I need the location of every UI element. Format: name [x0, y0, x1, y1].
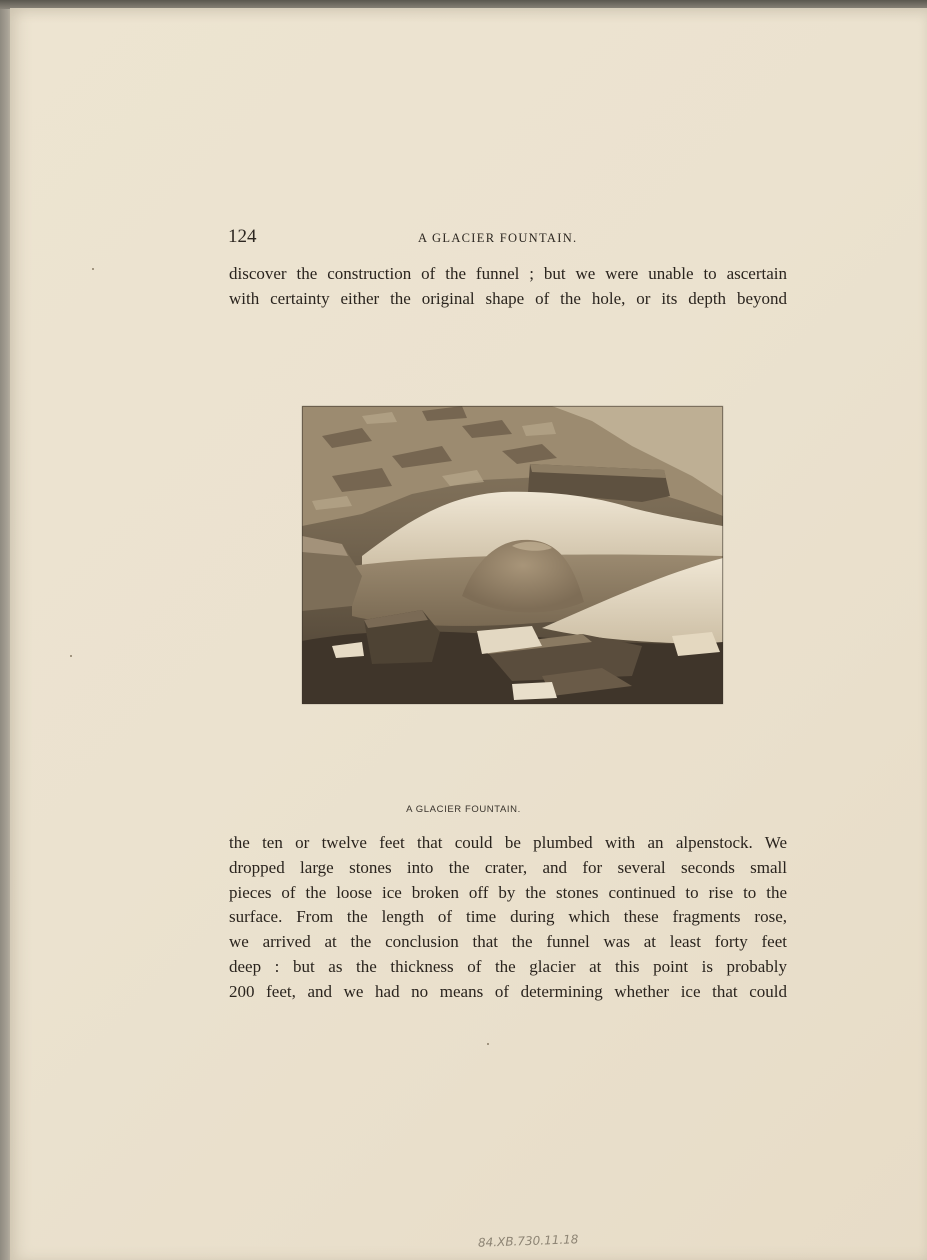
text-line: 200 feet, and we had no means of determining whether ice that could: [229, 981, 787, 1001]
text-line: dropped large stones into the crater, and for several seconds small: [229, 857, 787, 877]
text-line: discover the construction of the funnel ; but we were unable to ascertain: [229, 264, 787, 283]
text-line: pieces of the loose ice broken off by the stones continued to rise to the: [229, 882, 787, 902]
page-number: 124: [228, 226, 257, 247]
photo-caption: A GLACIER FOUNTAIN.: [406, 804, 521, 815]
bottom-paragraph: [229, 831, 787, 1005]
text-line: the ten or twelve feet that could be plumbed with an alpenstock. We: [229, 833, 787, 852]
text-line: with certainty either the original shape of the hole, or its depth beyond: [229, 288, 787, 308]
running-title: A GLACIER FOUNTAIN.: [418, 231, 578, 245]
top-paragraph: [229, 262, 787, 312]
glacier-fountain-photograph: [302, 406, 723, 704]
foxing-spot: [487, 1043, 489, 1045]
foxing-spot: [92, 268, 94, 270]
text-line: we arrived at the conclusion that the funnel was at least forty feet: [229, 932, 787, 952]
accession-number: 84.XB.730.11.18: [477, 1232, 579, 1250]
text-line: surface. From the length of time during which these fragments rose,: [229, 907, 787, 927]
text-line: deep : but as the thickness of the glacier at this point is probably: [229, 956, 787, 976]
foxing-spot: [70, 655, 72, 657]
